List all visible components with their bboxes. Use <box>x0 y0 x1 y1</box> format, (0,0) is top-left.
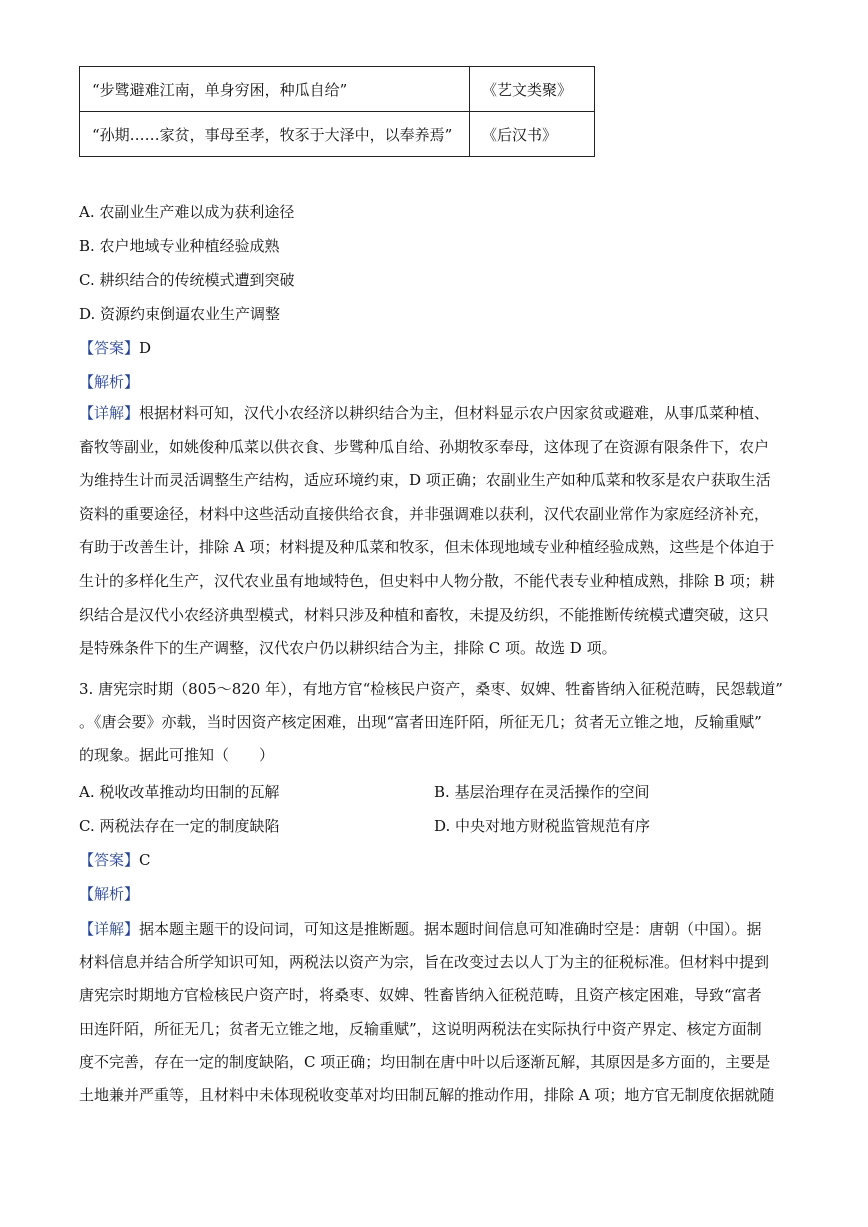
quote-cell: “孙期……家贫，事母至孝，牧豕于大泽中，以奉养焉” <box>80 112 470 157</box>
q2-detail <box>79 397 791 666</box>
quote-cell: “步骘避难江南，单身穷困，种瓜自给” <box>80 67 470 112</box>
detail-line: 田连阡陌，所征无几；贫者无立锥之地，反输重赋”，这说明两税法在实际执行中资产界定、核定方面制 <box>79 1019 762 1038</box>
detail-line: 生计的多样化生产，汉代农业虽有地域特色，但史料中人物分散，不能代表专业种植成熟，排除 B 项；耕 <box>79 571 775 590</box>
q3-option-a: A. 税收改革推动均田制的瓦解 <box>79 783 280 801</box>
q2-analysis-label: 【解析】 <box>79 373 140 391</box>
detail-line: 织结合是汉代小农经济典型模式，材料只涉及种植和畜牧，未提及纺织，不能推断传统模式遭突破，这只 <box>79 605 770 624</box>
q3-detail <box>79 913 791 1112</box>
q3-answer <box>79 850 151 870</box>
detail-line: 材料信息并结合所学知识可知，两税法以资产为宗，旨在改变过去以人丁为主的征税标准。但材料中提到 <box>79 953 770 972</box>
stem-line: 。《唐会要》亦载，当时因资产核定困难，出现“富者田连阡陌，所征无几；贫者无立锥之地，反输重赋” <box>79 713 762 731</box>
q3-option-c: C. 两税法存在一定的制度缺陷 <box>79 817 280 835</box>
q2-option-b: B. 农户地域专业种植经验成熟 <box>79 237 280 255</box>
q3-option-d: D. 中央对地方财税监管规范有序 <box>434 817 651 835</box>
answer-label: 【答案】 <box>79 339 140 357</box>
q3-stem <box>79 673 791 772</box>
detail-line: 有助于改善生计，排除 A 项；材料提及种瓜菜和牧豕，但未体现地域专业种植经验成熟，这些是个体迫于 <box>79 538 775 557</box>
stem-line: 的现象。据此可推知（ ） <box>79 746 275 764</box>
answer-label: 【答案】 <box>79 851 140 869</box>
detail-line: 为维持生计而灵活调整生产结构，适应环境约束，D 项正确；农副业生产如种瓜菜和牧豕是农户获取生活 <box>79 471 771 490</box>
detail-line: 土地兼并严重等，且材料中未体现税收变革对均田制瓦解的推动作用，排除 A 项；地方官无制度依据就随 <box>79 1086 775 1105</box>
detail-line: 畜牧等副业，如姚俊种瓜菜以供衣食、步骘种瓜自给、孙期牧豕奉母，这体现了在资源有限条件下，农户 <box>79 437 770 456</box>
q2-answer <box>79 338 151 358</box>
detail-line: 度不完善，存在一定的制度缺陷，C 项正确；均田制在唐中叶以后逐渐瓦解，其原因是多方面的，主要是 <box>79 1052 771 1071</box>
detail-line: 唐宪宗时期地方官检核民户资产时，将桑枣、奴婢、牲畜皆纳入征税范畴，且资产核定困难，导致“富者 <box>79 986 762 1005</box>
book-cell: 《艺文类聚》 <box>470 67 595 112</box>
q2-option-a: A. 农副业生产难以成为获利途径 <box>79 203 295 221</box>
stem-line: 3. 唐宪宗时期（805～820 年），有地方官“检核民户资产，桑枣、奴婢、牲畜皆纳入征税范畴，民怨载道” <box>79 680 783 698</box>
q2-option-c: C. 耕织结合的传统模式遭到突破 <box>79 271 295 289</box>
answer-value: D <box>139 339 152 357</box>
detail-line: 【详解】据本题主题干的设问词，可知这是推断题。据本题时间信息可知准确时空是：唐朝（中国）。据 <box>79 920 762 938</box>
detail-line: 【详解】根据材料可知，汉代小农经济以耕织结合为主，但材料显示农户因家贫或避难，从事瓜菜种植、 <box>79 404 770 422</box>
source-table <box>79 66 595 157</box>
q2-option-d: D. 资源约束倒逼农业生产调整 <box>79 305 281 323</box>
detail-line: 是特殊条件下的生产调整，汉代农户仍以耕织结合为主，排除 C 项。故选 D 项。 <box>79 639 617 658</box>
detail-label: 【详解】 <box>79 920 140 938</box>
detail-label: 【详解】 <box>79 404 140 422</box>
q3-option-b: B. 基层治理存在灵活操作的空间 <box>434 783 650 801</box>
book-cell: 《后汉书》 <box>470 112 595 157</box>
table-row <box>80 67 595 112</box>
table-row <box>80 112 595 157</box>
answer-value: C <box>139 851 151 869</box>
q3-analysis-label: 【解析】 <box>79 885 140 903</box>
detail-line: 资料的重要途径，材料中这些活动直接供给衣食，并非强调难以获利，汉代农副业常作为家庭经济补充， <box>79 504 770 523</box>
